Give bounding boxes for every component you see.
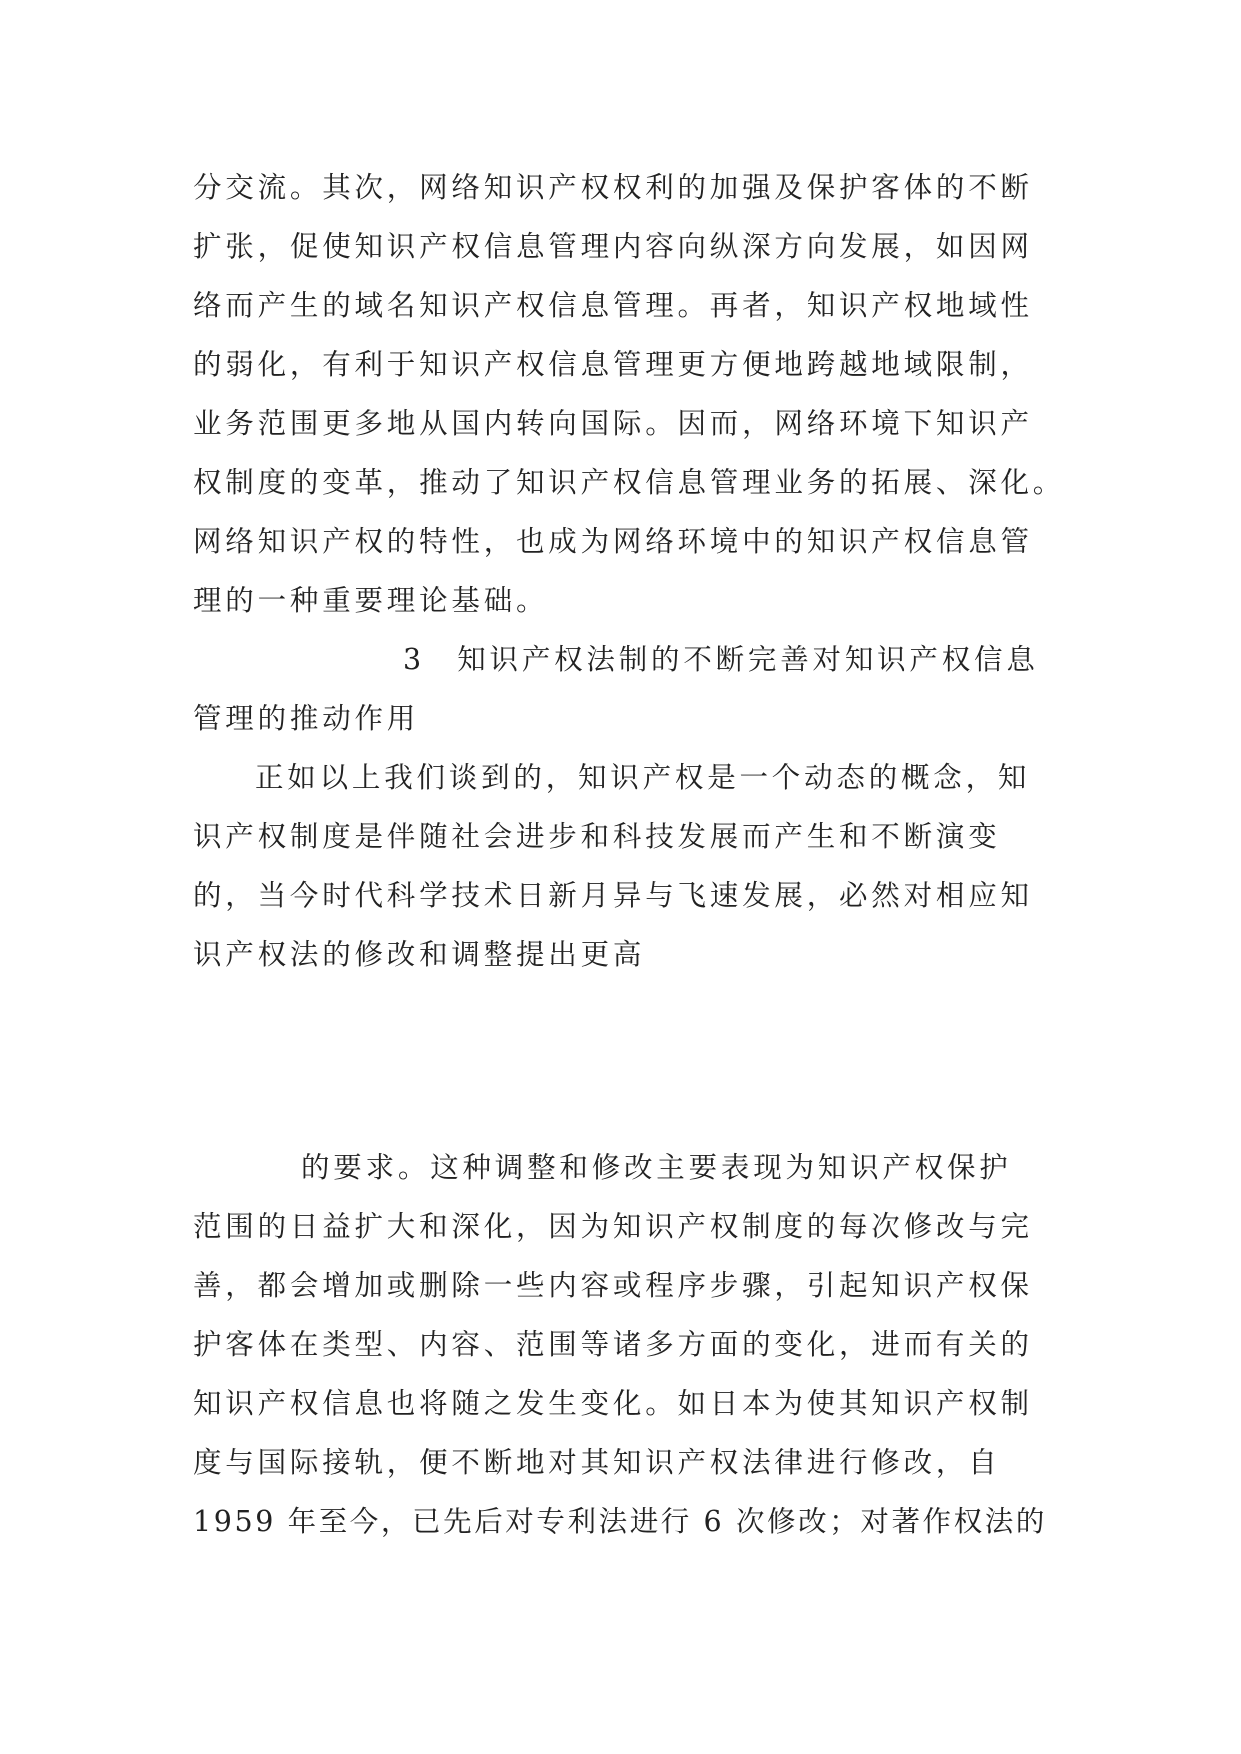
- text-block-bottom: [193, 1138, 1063, 1551]
- text-line: 业务范围更多地从国内转向国际。因而，网络环境下知识产: [193, 407, 1033, 440]
- paragraph-first-line: 正如以上我们谈到的，知识产权是一个动态的概念，知: [255, 761, 1031, 794]
- text-line: 范围的日益扩大和深化，因为知识产权制度的每次修改与完: [193, 1210, 1033, 1243]
- text-line: 识产权制度是伴随社会进步和科技发展而产生和不断演变: [193, 820, 1001, 853]
- text-line: 护客体在类型、内容、范围等诸多方面的变化，进而有关的: [193, 1328, 1033, 1361]
- text-line: 的弱化，有利于知识产权信息管理更方便地跨越地域限制，: [193, 348, 1033, 381]
- section-heading-continued: 管理的推动作用: [193, 702, 420, 735]
- text-line: 1959 年至今，已先后对专利法进行 6 次修改；对著作权法的: [193, 1505, 1047, 1538]
- text-line: 识产权法的修改和调整提出更高: [193, 938, 646, 971]
- text-line: 的，当今时代科学技术日新月异与飞速发展，必然对相应知: [193, 879, 1033, 912]
- text-line: 扩张，促使知识产权信息管理内容向纵深方向发展，如因网: [193, 230, 1033, 263]
- text-line: 度与国际接轨，便不断地对其知识产权法律进行修改，自: [193, 1446, 1001, 1479]
- section-heading: 3 知识产权法制的不断完善对知识产权信息: [403, 643, 1039, 676]
- text-line: 分交流。其次，网络知识产权权利的加强及保护客体的不断: [193, 171, 1033, 204]
- text-line: 善，都会增加或删除一些内容或程序步骤，引起知识产权保: [193, 1269, 1033, 1302]
- text-line: 知识产权信息也将随之发生变化。如日本为使其知识产权制: [193, 1387, 1033, 1420]
- text-line: 理的一种重要理论基础。: [193, 584, 549, 617]
- text-line: 络而产生的域名知识产权信息管理。再者，知识产权地域性: [193, 289, 1033, 322]
- text-block-top: [193, 158, 1066, 984]
- text-line: 网络知识产权的特性，也成为网络环境中的知识产权信息管: [193, 525, 1033, 558]
- paragraph-continued-line: 的要求。这种调整和修改主要表现为知识产权保护: [301, 1151, 1012, 1184]
- text-line: 权制度的变革，推动了知识产权信息管理业务的拓展、深化。: [193, 466, 1066, 499]
